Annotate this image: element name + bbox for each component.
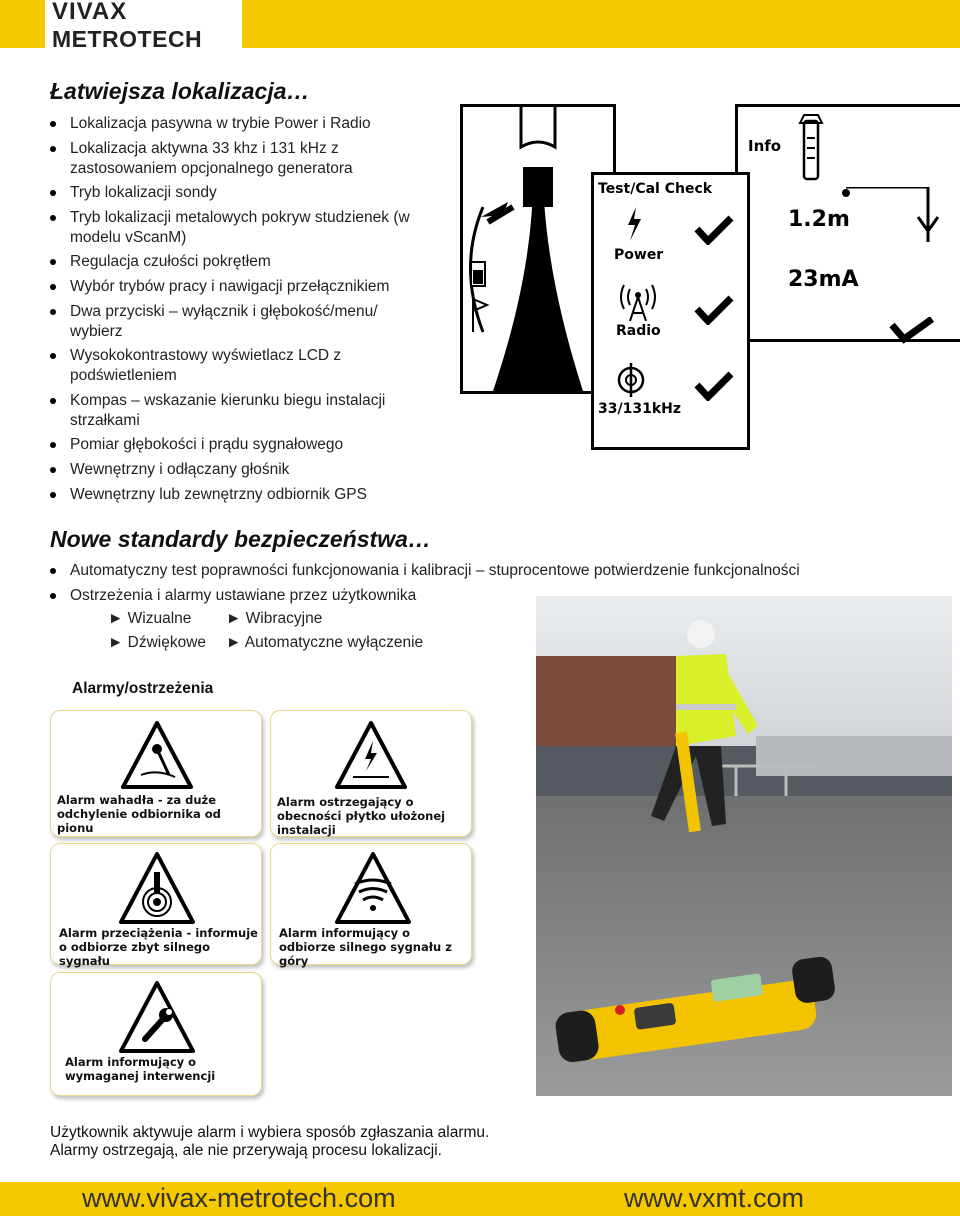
footer-link-short[interactable]: www.vxmt.com [624, 1183, 805, 1213]
pendulum-icon [119, 719, 195, 791]
feature-list [48, 114, 418, 509]
option-label: Dźwiękowe [127, 634, 207, 651]
list-item: Wysokokontrastowy wyświetlacz LCD z podświetleniem [48, 346, 418, 386]
radio-label: Radio [616, 323, 661, 339]
checkmark-icon [694, 215, 734, 245]
list-item: Regulacja czułości pokrętłem [48, 252, 418, 272]
option-item: ► Wizualne [108, 610, 192, 627]
list-item: Lokalizacja pasywna w trybie Power i Radio [48, 114, 418, 134]
overload-icon [117, 850, 197, 926]
info-label: Info [748, 137, 782, 155]
logo-line-1: VIVAX [52, 0, 128, 25]
list-item: Tryb lokalizacji sondy [48, 183, 418, 203]
note-line-2: Alarmy ostrzegają, ale nie przerywają procesu lokalizacji. [50, 1142, 442, 1159]
test-title: Test/Cal Check [598, 181, 713, 197]
section-title-safety: Nowe standardy bezpieczeństwa… [50, 526, 431, 552]
field-photo [536, 596, 952, 1096]
list-item: Pomiar głębokości i prądu sygnałowego [48, 435, 418, 455]
list-item: Automatyczny test poprawności funkcjonowania i kalibracji – stuprocentowe potwierdzenie funkcjonalności [48, 561, 948, 581]
depth-arrow-icon [838, 187, 948, 247]
current-value: 23mA [788, 267, 859, 292]
checkmark-icon [694, 371, 734, 401]
note-line-1: Użytkownik aktywuje alarm i wybiera sposób zgłaszania alarmu. [50, 1124, 490, 1141]
checkmark-icon [888, 317, 938, 347]
depth-value: 1.2m [788, 207, 850, 232]
list-item: Wybór trybów pracy i nawigacji przełącznikiem [48, 277, 418, 297]
logo-line-2: METROTECH [52, 26, 203, 52]
lcd-test-screen [591, 172, 750, 450]
footer-link-main[interactable]: www.vivax-metrotech.com [82, 1183, 396, 1213]
alarm-card-overload [50, 843, 262, 968]
alarm-card-pendulum [50, 710, 262, 837]
alarm-card-shallow [270, 710, 472, 837]
list-item: Lokalizacja aktywna 33 khz i 131 kHz z zastosowaniem opcjonalnego generatora [48, 139, 418, 179]
option-label: Wizualne [127, 610, 192, 627]
alarms-heading: Alarmy/ostrzeżenia [72, 680, 214, 697]
high-voltage-icon [333, 719, 409, 791]
list-item: Dwa przyciski – wyłącznik i głębokość/menu/ wybierz [48, 302, 418, 342]
lcd-info-screen [735, 104, 960, 342]
option-item: ► Automatyczne wyłączenie [226, 634, 424, 651]
alarm-caption: Alarm informujący o odbiorze silnego sygnału z góry [279, 926, 452, 968]
freq-label: 33/131kHz [598, 401, 681, 417]
section-title-localization: Łatwiejsza lokalizacja… [50, 78, 310, 104]
receiver-icon [796, 113, 826, 183]
wrench-icon [117, 979, 197, 1055]
radio-tower-icon [618, 283, 658, 321]
lcd-screens-illustration [460, 104, 960, 454]
option-item: ► Wibracyjne [226, 610, 323, 627]
list-item: Kompas – wskazanie kierunku biegu instalacji strzałkami [48, 391, 418, 431]
frequency-icon [616, 363, 646, 397]
option-label: Automatyczne wyłączenie [244, 634, 424, 651]
alarm-caption: Alarm ostrzegający o obecności płytko ułożonej instalacji [277, 795, 446, 837]
alarm-caption: Alarm informujący o wymaganej interwencji [65, 1055, 216, 1083]
list-item: Wewnętrzny lub zewnętrzny odbiornik GPS [48, 485, 418, 505]
locator-in-use-photo [536, 596, 952, 1096]
alarm-card-overhead [270, 843, 472, 968]
list-item: Tryb lokalizacji metalowych pokryw studzienek (w modelu vScanM) [48, 208, 418, 248]
alarm-caption: Alarm wahadła - za duże odchylenie odbiornika od pionu [57, 793, 221, 835]
overhead-signal-icon [333, 850, 413, 926]
list-item: Wewnętrzny i odłączany głośnik [48, 460, 418, 480]
checkmark-icon [694, 295, 734, 325]
option-item: ► Dźwiękowe [108, 634, 207, 651]
alarm-caption: Alarm przeciążenia - informuje o odbiorze zbyt silnego sygnału [59, 926, 258, 968]
option-label: Wibracyjne [245, 610, 323, 627]
alarm-card-service [50, 972, 262, 1096]
list-item: Ostrzeżenia i alarmy ustawiane przez użytkownika [48, 586, 948, 606]
power-label: Power [614, 247, 664, 263]
lightning-icon [624, 207, 644, 241]
